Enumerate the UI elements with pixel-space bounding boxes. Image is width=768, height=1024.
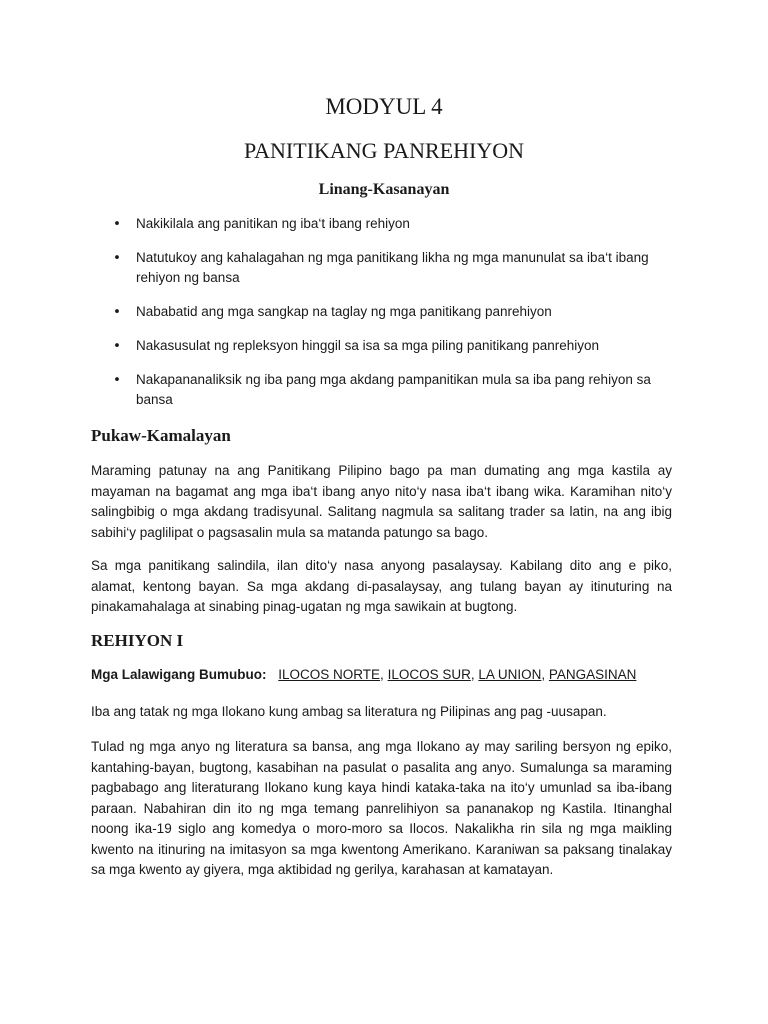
bullet-icon: •	[113, 304, 121, 320]
province-name: LA UNION	[478, 667, 542, 682]
province-name: PANGASINAN	[548, 667, 637, 682]
province-separator: ,	[470, 667, 479, 682]
province-separator: ,	[380, 667, 388, 682]
objectives-list	[113, 214, 673, 424]
objective-item	[113, 370, 673, 410]
objective-text: Nakasusulat ng repleksyon hinggil sa isa sa mga piling panitikang panrehiyon	[136, 338, 600, 353]
objective-text: Nakapananaliksik ng iba pang mga akdang pampanitikan mula sa iba pang rehiyon sa bansa	[136, 372, 651, 407]
rehiyon-paragraph-2: Tulad ng mga anyo ng literatura sa bansa, ang mga Ilokano ay may sariling bersyon ng epiko, kantahing-bayan, bugtong, kasabihan na pasulat o pasalita ang anyo. Sumalunga sa maraming pagbabago ang literaturang Ilokano kung kaya hindi kataka-taka na ito‘y umunlad sa iba-ibang paraan. Nabahiran din ito ng mga temang panrelihiyon sa pananakop ng Kastila. Itinanghal noong ika-19 siglo ang komedya o moro-moro sa Ilocos. Nakalikha rin sila ng mga maikling kwento na itinuring na imitasyon sa mga kwentong Amerikano. Karaniwan sa paksang tinalakay sa mga kwento ay giyera, mga aktibidad ng gerilya, karahasan at kamatayan.	[91, 739, 672, 877]
objective-text: Natutukoy ang kahalagahan ng mga panitikang likha ng mga manunulat sa iba‘t ibang rehiyon ng bansa	[136, 250, 649, 285]
module-title: PANITIKANG PANREHIYON	[243, 138, 525, 163]
province-name: ILOCOS NORTE	[278, 667, 381, 682]
objective-item	[113, 214, 673, 234]
province-name: ILOCOS SUR	[387, 667, 471, 682]
pukaw-paragraph-2: Sa mga panitikang salindila, ilan dito‘y nasa anyong pasalaysay. Kabilang dito ang e piko, alamat, kentong bayan. Sa mga akdang di-pasalaysay, ang tulang bayan ay itinuturing na pinakamahalaga at sinabing pinag-ugatan ng mga sawikain at bugtong.	[91, 558, 672, 614]
province-separator: ,	[541, 667, 549, 682]
rehiyon-paragraph-1: Iba ang tatak ng mga Ilokano kung ambag sa literatura ng Pilipinas ang pag -uusapan.	[91, 704, 607, 719]
objective-text: Nakikilala ang panitikan ng iba‘t ibang rehiyon	[136, 216, 410, 231]
objective-item	[113, 336, 673, 356]
provinces-line	[91, 667, 681, 682]
module-number: MODYUL 4	[325, 94, 443, 119]
bullet-icon: •	[113, 338, 121, 354]
bullet-icon: •	[113, 372, 121, 388]
pukaw-kamalayan-heading: Pukaw-Kamalayan	[91, 426, 231, 445]
skills-heading: Linang-Kasanayan	[318, 181, 450, 198]
bullet-icon: •	[113, 250, 121, 266]
objective-text: Nababatid ang mga sangkap na taglay ng mga panitikang panrehiyon	[136, 304, 552, 319]
pukaw-paragraph-1: Maraming patunay na ang Panitikang Pilipino bago pa man dumating ang mga kastila ay mayaman na bagamat ang mga iba‘t ibang anyo nito‘y nasa iba‘t ibang wika. Karamihan nito‘y salingbibig o mga akdang tradisyunal. Salitang nagmula sa salitang trader sa latin, na ang ibig sabihi‘y paglilipat o pagsasalin mula sa matanda patungo sa bago.	[91, 463, 672, 540]
objective-item	[113, 302, 673, 322]
objective-item	[113, 248, 673, 288]
rehiyon-heading: REHIYON I	[91, 631, 184, 650]
provinces-label: Mga Lalawigang Bumubuo:	[91, 667, 267, 682]
bullet-icon: •	[113, 216, 121, 232]
